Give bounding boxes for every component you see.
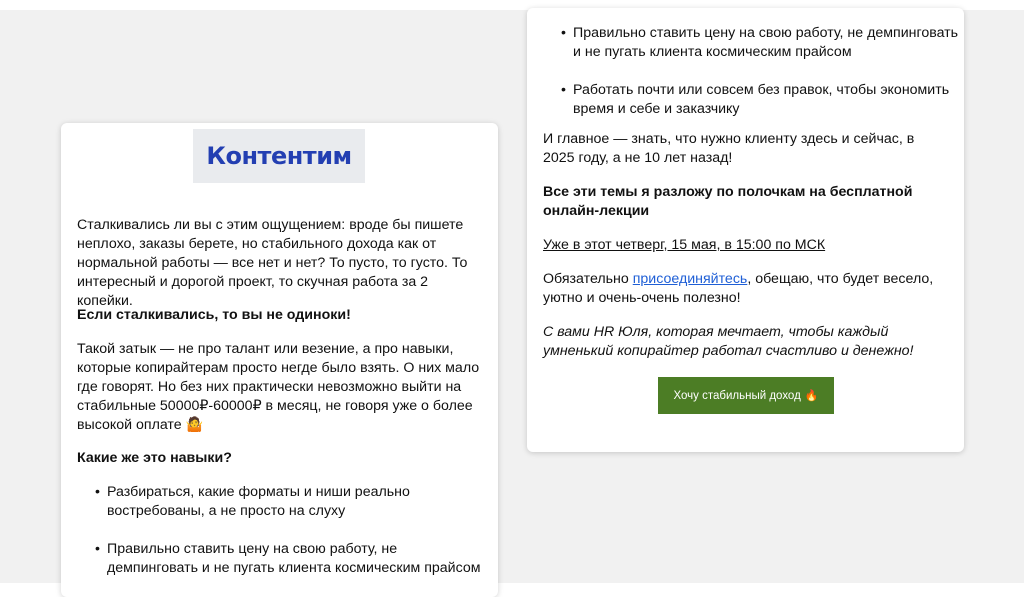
list-item: • Работать почти или совсем без правок, чтобы экономить время и себе и заказчику (561, 82, 950, 117)
bullet-icon: • (561, 25, 566, 41)
skills-heading: Какие же это навыки? (77, 450, 232, 466)
skills-list-continued (543, 24, 964, 119)
brand-logo-text: Контентим (206, 142, 352, 170)
stable-income-button-label: Хочу стабильный доход (673, 389, 801, 402)
list-item: • Разбираться, какие форматы и ниши реально востребованы, а не просто на слуху (95, 484, 410, 519)
intro-paragraph: Сталкивались ли вы с этим ощущением: вроде бы пишете неплохо, заказы берете, но стабильного дохода как от нормальной работы — все нет и нет? То пусто, то густо. То интересный и дорогой проект, то скучная работа за 2 копейки. (77, 217, 468, 309)
signature-paragraph: С вами HR Юля, которая мечтает, чтобы каждый умненький копирайтер работал счастливо и денежно! (543, 324, 914, 359)
stuck-paragraph: Такой затык — не про талант или везение, а про навыки, которые копирайтерам просто негде было взять. О них мало где говорят. Но без них практически невозможно выйти на стабильные 50000₽-60000₽ в месяц, не говоря уже о более высокой оплате 🤷 (77, 341, 480, 433)
list-item: • Правильно ставить цену на свою работу, не демпинговать и не пугать клиента космическим прайсом (561, 25, 959, 60)
shrug-emoji-icon: 🤷 (185, 417, 204, 433)
bullet-icon: • (95, 484, 100, 500)
brand-logo (193, 129, 365, 183)
main-point-paragraph: И главное — знать, что нужно клиенту здесь и сейчас, в 2025 году, а не 10 лет назад! (543, 131, 915, 166)
join-link[interactable]: присоединяйтесь (632, 271, 748, 287)
lecture-heading: Все эти темы я разложу по полочкам на бесплатной онлайн-лекции (543, 184, 913, 219)
skills-list (77, 483, 482, 578)
join-paragraph: Обязательно присоединяйтесь, обещаю, что будет весело, уютно и очень-очень полезно! (543, 271, 934, 306)
stable-income-button[interactable] (658, 377, 834, 414)
fire-icon: 🔥 (804, 390, 819, 402)
list-item: • Правильно ставить цену на свою работу, не демпинговать и не пугать клиента космическим прайсом (95, 541, 481, 576)
email-card-right (527, 8, 964, 452)
not-alone-heading: Если сталкивались, то вы не одиноки! (77, 307, 351, 323)
email-card-left (61, 123, 498, 597)
lecture-date: Уже в этот четверг, 15 мая, в 15:00 по МСК (543, 237, 826, 253)
bullet-icon: • (95, 541, 100, 557)
bullet-icon: • (561, 82, 566, 98)
